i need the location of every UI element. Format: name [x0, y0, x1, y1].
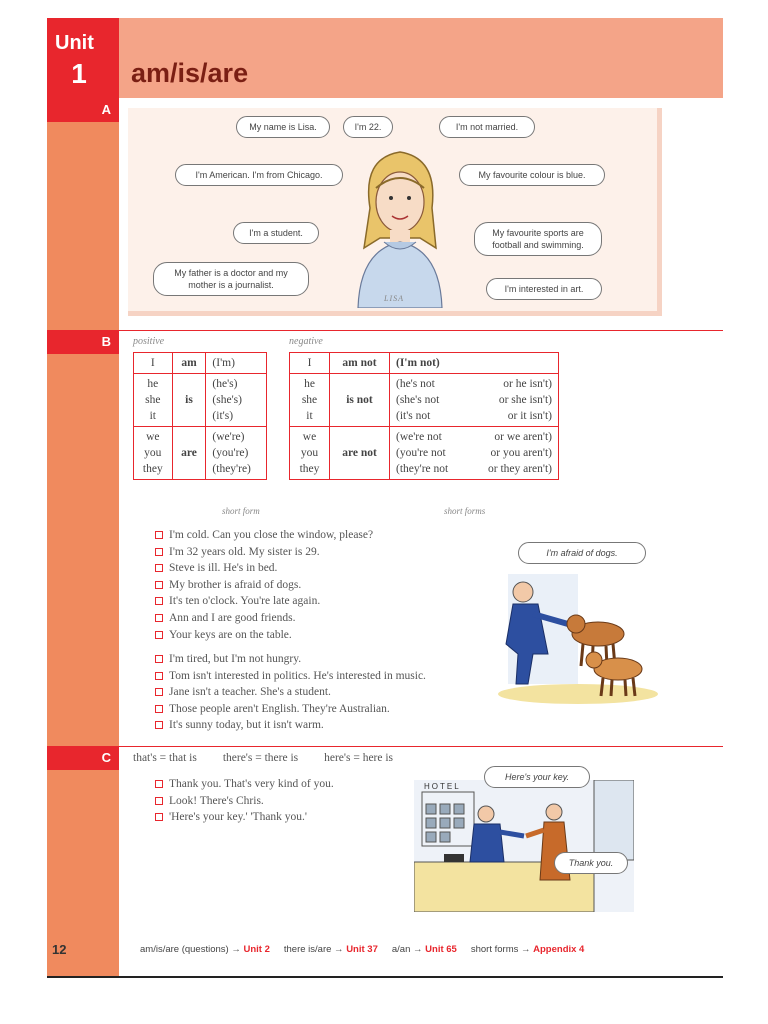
speech-bubble: I'm 22.	[343, 116, 393, 138]
example-text: Those people aren't English. They're Australian.	[169, 702, 390, 715]
short-form: (they're not	[396, 463, 449, 475]
unit-number: 1	[71, 58, 87, 89]
pronoun: it	[149, 410, 156, 422]
short-form-cell: (I'm)	[206, 353, 267, 374]
examples-list-3	[155, 776, 405, 826]
footer-item	[284, 944, 378, 955]
example-text: I'm tired, but I'm not hungry.	[169, 653, 302, 665]
footer-text: there is/are →	[283, 944, 344, 955]
contraction: that's = that is	[133, 752, 197, 764]
footer-item	[471, 944, 585, 955]
example-item	[155, 793, 405, 810]
section-tab-a: A	[47, 98, 119, 122]
pronoun: we	[146, 431, 160, 443]
contractions-row	[133, 752, 393, 764]
sidebar-strip	[47, 18, 119, 978]
short-form-cell: (I'm not)	[390, 353, 559, 374]
hotel-reception-illustration	[414, 780, 634, 912]
pronoun: he	[147, 378, 159, 390]
section-tab-c: C	[47, 746, 119, 770]
pronoun-cell	[290, 427, 330, 480]
verb-cell: am not	[330, 353, 390, 374]
pronoun: they	[142, 463, 163, 475]
checkbox-icon	[155, 597, 163, 605]
speech-bubble: My name is Lisa.	[236, 116, 330, 138]
short-form-caption: short form	[222, 506, 260, 516]
footer-text: short forms →	[470, 944, 531, 955]
checkbox-icon	[155, 721, 163, 729]
example-text: Steve is ill. He's in bed.	[169, 562, 278, 575]
example-text: Look! There's Chris.	[169, 794, 264, 807]
checkbox-icon	[155, 705, 163, 713]
page-number: 12	[52, 942, 67, 957]
key-speech-bubble: Here's your key.	[484, 766, 590, 788]
example-text: Thank you. That's very kind of you.	[169, 778, 334, 790]
alt-form: or it isn't)	[507, 410, 552, 422]
alt-form: or they aren't)	[487, 463, 552, 475]
pronoun: it	[306, 410, 313, 422]
verb-cell: is	[172, 374, 206, 427]
contraction: here's = here is	[324, 752, 394, 764]
pronoun: she	[301, 394, 318, 406]
example-item	[155, 668, 495, 685]
footer-text: am/is/are (questions) →	[140, 944, 241, 955]
short-form: (she's)	[212, 394, 242, 406]
speech-bubble: I'm not married.	[439, 116, 535, 138]
example-item	[155, 527, 485, 544]
short-form-row	[396, 429, 552, 445]
verb-cell: are	[172, 427, 206, 480]
verb-cell: am	[172, 353, 206, 374]
alt-form: or she isn't)	[498, 394, 552, 406]
thanks-speech-bubble: Thank you.	[554, 852, 628, 874]
verb-cell: is not	[330, 374, 390, 427]
example-item	[155, 627, 485, 644]
man-and-dogs-illustration	[488, 574, 658, 704]
example-item	[155, 701, 495, 718]
footer-rule	[47, 976, 723, 978]
short-form: (they're)	[212, 463, 251, 475]
example-item	[155, 776, 405, 793]
checkbox-icon	[155, 780, 163, 788]
positive-table	[133, 352, 267, 480]
checkbox-icon	[155, 688, 163, 696]
speech-bubble: My favourite colour is blue.	[459, 164, 605, 186]
negative-table	[289, 352, 559, 480]
section-divider-c	[119, 746, 723, 747]
checkbox-icon	[155, 655, 163, 663]
short-form: (it's not	[396, 410, 431, 422]
section-tab-b: B	[47, 330, 119, 354]
short-form-row	[396, 392, 552, 408]
verb-cell: are not	[330, 427, 390, 480]
footer-ref-link[interactable]: Appendix 4	[533, 944, 585, 955]
checkbox-icon	[155, 631, 163, 639]
examples-list-2	[155, 651, 495, 734]
footer-links	[140, 944, 584, 955]
checkbox-icon	[155, 672, 163, 680]
checkbox-icon	[155, 581, 163, 589]
short-form-row	[396, 408, 552, 424]
pronoun: she	[145, 394, 161, 406]
example-text: Jane isn't a teacher. She's a student.	[169, 686, 331, 699]
example-text: Ann and I are good friends.	[169, 611, 296, 624]
short-form-cell	[206, 427, 267, 480]
example-text: I'm cold. Can you close the window, please?	[169, 529, 374, 541]
example-item	[155, 577, 485, 594]
short-form: (it's)	[212, 410, 234, 422]
positive-label: positive	[133, 336, 165, 347]
example-item	[155, 717, 495, 734]
pronoun: you	[300, 447, 319, 459]
unit-label: Unit	[55, 32, 94, 54]
example-text: 'Here's your key.' 'Thank you.'	[169, 811, 307, 824]
checkbox-icon	[155, 531, 163, 539]
example-item	[155, 610, 485, 627]
example-text: It's sunny today, but it isn't warm.	[169, 719, 324, 732]
checkbox-icon	[155, 548, 163, 556]
alt-form: or we aren't)	[494, 431, 552, 443]
short-form: (we're not	[396, 431, 442, 443]
footer-item	[140, 944, 270, 955]
example-item	[155, 684, 495, 701]
short-form: (we're)	[212, 431, 245, 443]
speech-bubble: I'm a student.	[233, 222, 319, 244]
alt-form: or he isn't)	[503, 378, 552, 390]
example-item	[155, 560, 485, 577]
pronoun-cell	[134, 374, 173, 427]
examples-list-1	[155, 527, 485, 643]
footer-text: a/an →	[391, 944, 423, 955]
checkbox-icon	[155, 797, 163, 805]
speech-bubble: My father is a doctor and my mother is a journalist.	[153, 262, 309, 296]
hotel-scene-icon	[414, 780, 634, 912]
example-text: Your keys are on the table.	[169, 628, 292, 641]
lisa-illustration	[340, 138, 460, 308]
short-form: (he's)	[212, 378, 238, 390]
short-form: (you're not	[396, 447, 446, 459]
checkbox-icon	[155, 614, 163, 622]
example-text: It's ten o'clock. You're late again.	[169, 595, 321, 608]
contraction: there's = there is	[222, 752, 299, 764]
short-form-cell	[390, 374, 559, 427]
pronoun: he	[304, 378, 315, 390]
unit-badge	[47, 18, 119, 98]
lisa-caption: LISA	[384, 294, 404, 303]
short-form-row	[396, 445, 552, 461]
example-item	[155, 593, 485, 610]
speech-bubble: My favourite sports are football and swimming.	[474, 222, 602, 256]
section-divider-b	[119, 330, 723, 331]
pronoun-cell: I	[290, 353, 330, 374]
short-form: (she's not	[396, 394, 440, 406]
example-item	[155, 809, 405, 826]
negative-label: negative	[289, 336, 323, 347]
pronoun-cell	[290, 374, 330, 427]
dog-speech-bubble: I'm afraid of dogs.	[518, 542, 646, 564]
short-form-cell	[390, 427, 559, 480]
short-form-cell	[206, 374, 267, 427]
footer-ref-link[interactable]: Unit 37	[346, 944, 378, 955]
pronoun: they	[299, 463, 320, 475]
speech-bubble: I'm interested in art.	[486, 278, 602, 300]
example-text: Tom isn't interested in politics. He's interested in music.	[169, 669, 426, 682]
alt-form: or you aren't)	[490, 447, 552, 459]
page-title: am/is/are	[131, 58, 249, 88]
short-form: (you're)	[212, 447, 249, 459]
short-form: (he's not	[396, 378, 435, 390]
example-text: My brother is afraid of dogs.	[169, 578, 302, 591]
checkbox-icon	[155, 564, 163, 572]
footer-ref-link[interactable]: Unit 65	[425, 944, 457, 955]
short-form-row	[396, 376, 552, 392]
example-item	[155, 544, 485, 561]
pronoun-cell	[134, 427, 173, 480]
pronoun-cell: I	[134, 353, 173, 374]
footer-ref-link[interactable]: Unit 2	[243, 944, 270, 955]
example-text: I'm 32 years old. My sister is 29.	[169, 545, 320, 558]
short-forms-caption: short forms	[444, 506, 486, 516]
footer-item	[392, 944, 457, 955]
example-item	[155, 651, 495, 668]
short-form-row	[396, 461, 552, 477]
checkbox-icon	[155, 813, 163, 821]
pronoun: you	[144, 447, 162, 459]
pronoun: we	[302, 431, 317, 443]
hotel-sign: HOTEL	[424, 782, 461, 791]
speech-bubble: I'm American. I'm from Chicago.	[175, 164, 343, 186]
